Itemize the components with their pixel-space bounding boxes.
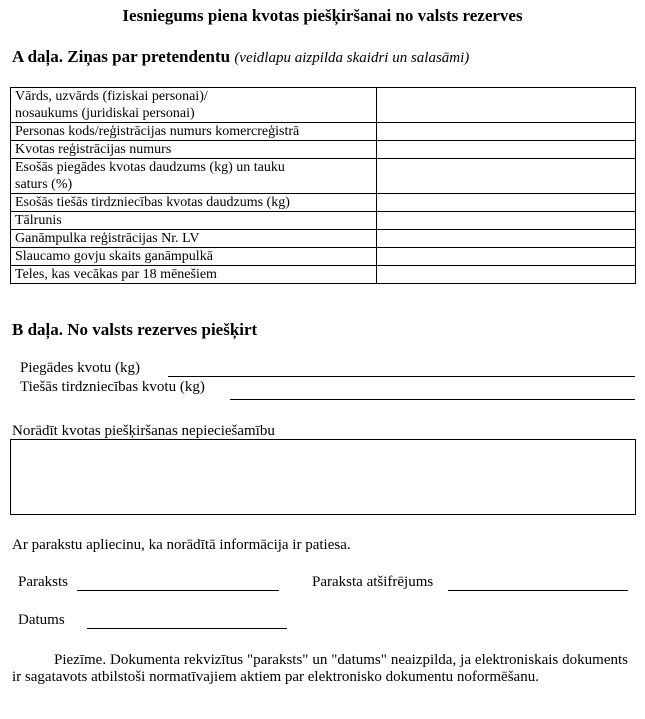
table-row <box>11 230 636 248</box>
row-label: Slaucamo govju skaits ganāmpulkā <box>11 248 377 266</box>
signature-decryption-line[interactable] <box>448 590 628 591</box>
row-label: Kvotas reģistrācijas numurs <box>11 141 377 159</box>
date-line[interactable] <box>87 628 287 629</box>
applicant-info-table <box>10 87 636 284</box>
value-field-heifers[interactable] <box>377 266 636 284</box>
row-label: Esošās tiešās tirdzniecības kvotas daudzums (kg) <box>11 194 377 212</box>
row-label: Personas kods/reģistrācijas numurs komercreģistrā <box>11 123 377 141</box>
date-label: Datums <box>18 612 65 628</box>
value-field-phone[interactable] <box>377 212 636 230</box>
need-textarea[interactable] <box>10 439 636 515</box>
value-field-direct-sales-quota[interactable] <box>377 194 636 212</box>
part-a-instruction: (veidlapu aizpilda skaidri un salasāmi) <box>234 50 470 66</box>
delivery-quota-label: Piegādes kvotu (kg) <box>20 360 140 376</box>
row-label: Tālrunis <box>11 212 377 230</box>
table-row <box>11 194 636 212</box>
direct-sales-quota-line[interactable] <box>230 399 635 400</box>
row-label: Teles, kas vecākas par 18 mēnešiem <box>11 266 377 284</box>
table-row <box>11 141 636 159</box>
confirmation-text: Ar parakstu apliecinu, ka norādītā informācija ir patiesa. <box>12 537 351 553</box>
signature-label: Paraksts <box>18 574 68 590</box>
part-a-heading <box>12 47 469 67</box>
part-a-title: A daļa. Ziņas par pretendentu <box>12 47 231 66</box>
row-label-line: Esošās piegādes kvotas daudzums (kg) un tauku <box>15 160 285 175</box>
row-label-line: saturs (%) <box>15 177 73 192</box>
part-b-heading: B daļa. No valsts rezerves piešķirt <box>12 320 258 339</box>
value-field-herd-number[interactable] <box>377 230 636 248</box>
table-row <box>11 88 636 123</box>
value-field-dairy-cows[interactable] <box>377 248 636 266</box>
table-row <box>11 159 636 194</box>
table-row <box>11 266 636 284</box>
value-field-personal-code[interactable] <box>377 123 636 141</box>
document-title: Iesniegums piena kvotas piešķiršanai no valsts rezerves <box>122 6 523 25</box>
row-label-line: Vārds, uzvārds (fiziskai personai)/ <box>15 89 208 104</box>
value-field-name[interactable] <box>377 88 636 123</box>
row-label <box>11 159 377 194</box>
value-field-quota-number[interactable] <box>377 141 636 159</box>
table-row <box>11 123 636 141</box>
direct-sales-quota-label: Tiešās tirdzniecības kvotu (kg) <box>20 379 205 395</box>
table-row <box>11 248 636 266</box>
note-text: Piezīme. Dokumenta rekvizītus "paraksts" un "datums" neaizpilda, ja elektroniskais dokuments ir sagatavots atbilstoši normatīvajiem aktiem par elektronisko dokumentu noformēšanu. <box>12 652 628 685</box>
row-label: Ganāmpulka reģistrācijas Nr. LV <box>11 230 377 248</box>
row-label <box>11 88 377 123</box>
table-row <box>11 212 636 230</box>
row-label-line: nosaukums (juridiskai personai) <box>15 106 195 121</box>
delivery-quota-line[interactable] <box>168 376 635 377</box>
signature-line[interactable] <box>77 590 279 591</box>
need-label: Norādīt kvotas piešķiršanas nepieciešamību <box>12 423 275 439</box>
signature-decryption-label: Paraksta atšifrējums <box>312 574 434 590</box>
value-field-delivery-quota[interactable] <box>377 159 636 194</box>
